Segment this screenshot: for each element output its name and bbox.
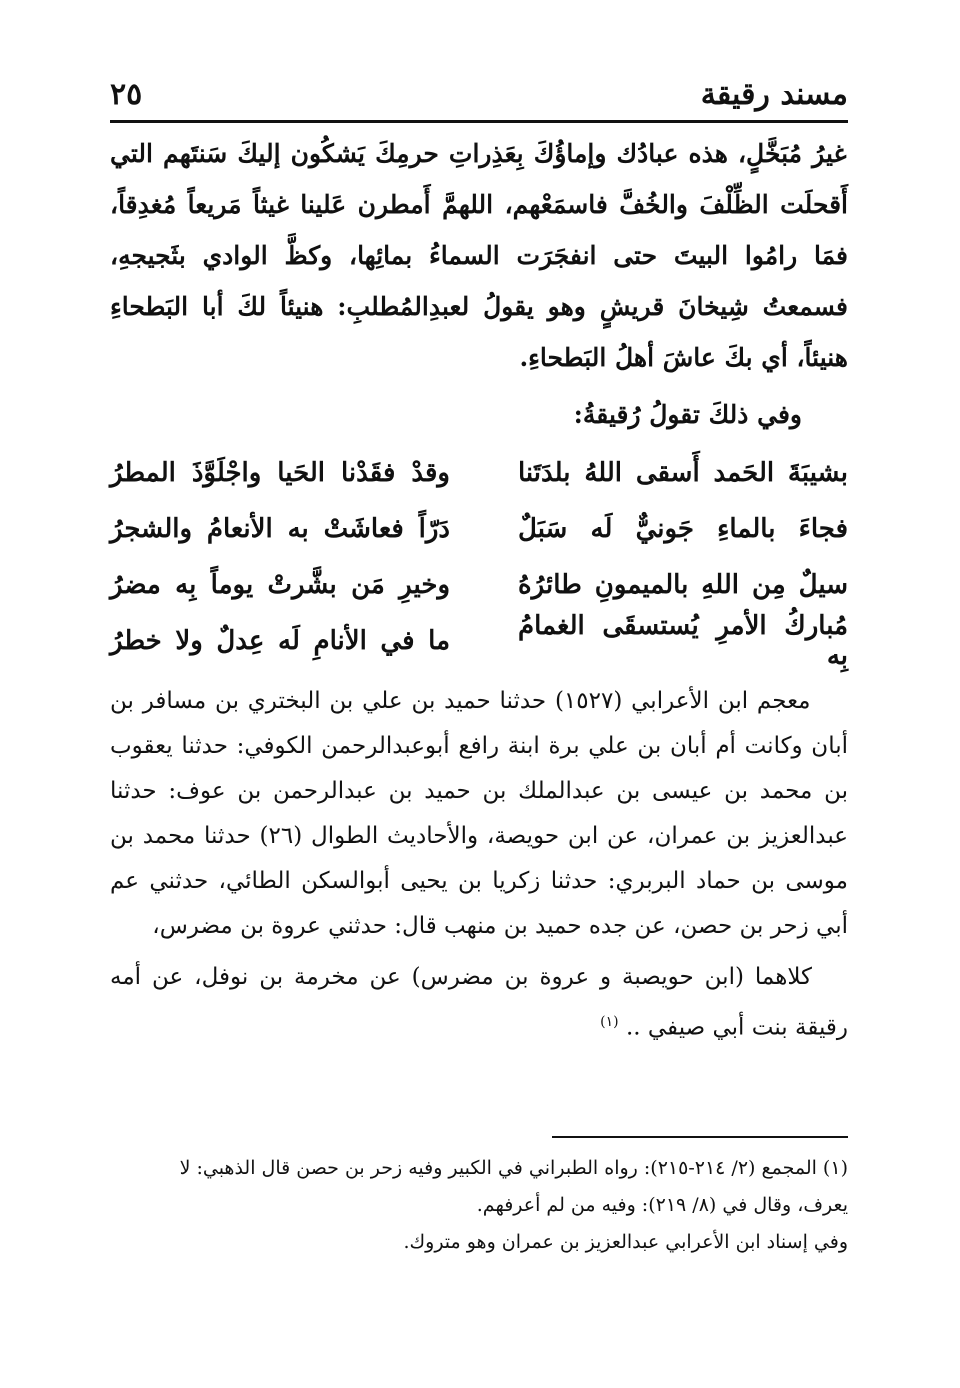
page-body bbox=[110, 128, 848, 1051]
text-line: غيرُ مُبَخَّلٍ، هذه عبادُك وإماؤُكَ بِعَذِراتِ حرمِكَ يَشكُون إليكَ سَنتَهم التي bbox=[110, 139, 847, 168]
page-number: ٢٥ bbox=[110, 76, 143, 112]
footnote-line: وفي إسناد ابن الأعرابي عبدالعزيز بن عمران وهو متروك. bbox=[403, 1231, 848, 1253]
text-line: عمران، عن ابن حويصة، والأحاديث الطوال (٢٦) حدثنا محمد بن موسى بن حماد bbox=[110, 823, 848, 894]
poem-intro: وفي ذلكَ تقولُ رُقيقةُ: bbox=[573, 400, 802, 429]
verse-second-hemistich: وقدْ فقَدْنا الحَيا واجْلَوَّذَ المطرُ bbox=[110, 458, 450, 488]
verse-second-hemistich: دَرّاً فعاشَتْ به الأنعامُ والشجرُ bbox=[110, 514, 450, 544]
verse-second-hemistich: وخيرِ مَن بشَّرتْ يوماً بِه مضرُ bbox=[110, 570, 450, 600]
source-paragraph bbox=[110, 955, 848, 1051]
running-title: مسند رقيقة bbox=[700, 76, 848, 112]
footnote-marker: (١) bbox=[600, 1014, 619, 1030]
source-paragraph bbox=[110, 679, 848, 949]
verse-first-hemistich: سيلٌ مِن اللهِ بالميمونِ طائرُهُ bbox=[518, 570, 848, 600]
verse-first-hemistich: فجاءَ بالماءِ جَونيٌّ لَه سَبَلٌ bbox=[518, 514, 848, 544]
footnote-line: (١) المجمع (٢/ ٢١٤-٢١٥): رواه الطبراني في الكبير وفيه زحر بن حصن قال الذهبي: لا bbox=[179, 1157, 848, 1179]
footnote-line: يعرف، وقال في (٨/ ٢١٩): وفيه من لم أعرفهم. bbox=[476, 1194, 848, 1216]
text-line: شِيخانَ قريشٍ وهو يقولُ لعبدِالمُطلبِ: هنيئاً لكَ أبا البَطحاءِ هنيئاً، أي بكَ عاشَ bbox=[110, 292, 848, 372]
text-line: رامُوا البيتَ حتى انفجَرَت السماءُ بمائِها، وكظَّ الوادي بثَجيجهِ، فسمعتُ bbox=[110, 241, 848, 321]
text-line: بنت أبي صيفي .. bbox=[618, 1014, 788, 1041]
verse-line bbox=[110, 557, 848, 613]
verse-first-hemistich: مُباركُ الأمرِ يُستسقَى الغمامُ بِه bbox=[518, 611, 848, 671]
verse-second-hemistich: ما في الأنامِ لَه عِدلٌ ولا خطرُ bbox=[110, 626, 450, 656]
narrative-paragraph bbox=[110, 128, 848, 383]
text-line: معجم ابن الأعرابي (١٥٢٧) حدثنا حميد بن علي بن البختري بن مسافر بن bbox=[110, 688, 811, 714]
verse-line bbox=[110, 613, 848, 669]
poem bbox=[110, 445, 848, 669]
footnote-divider bbox=[552, 1136, 848, 1138]
verse-line bbox=[110, 501, 848, 557]
text-line: أَقحلَت الظِّلْفَ والخُفَّ فاسمَعْهم، اللهمَّ أَمطرن عَلينا غيثاً مَريعاً مُغدِقاً، فمَا bbox=[110, 190, 848, 270]
text-line: أهلُ البَطحاءِ. bbox=[519, 343, 655, 372]
verse-first-hemistich: بشيبَةَ الحَمد أَسقى اللهُ بلدَتَنا bbox=[518, 458, 848, 488]
verse-line bbox=[110, 445, 848, 501]
text-line: البربري: حدثنا زكريا بن يحيى أبوالسكن الطائي، حدثني عم أبي زحر بن حصن، bbox=[110, 868, 848, 939]
footnotes bbox=[110, 1150, 848, 1261]
text-line: عن جده حميد بن منهب قال: حدثني عروة بن مضرس، bbox=[152, 913, 666, 939]
text-line: أبان وكانت أم أبان بن علي برة ابنة رافع أبوعبدالرحمن الكوفي: حدثنا يعقوب بن bbox=[110, 733, 848, 804]
running-header bbox=[110, 68, 848, 123]
text-line: كلاهما (ابن حويصبة و عروة بن مضرس) عن مخرمة بن نوفل، عن أمه رقيقة bbox=[110, 964, 848, 1041]
text-line: محمد بن عيسى بن عبدالملك بن حميد بن عبدالرحمن بن عوف: حدثنا عبدالعزيز بن bbox=[110, 778, 848, 849]
